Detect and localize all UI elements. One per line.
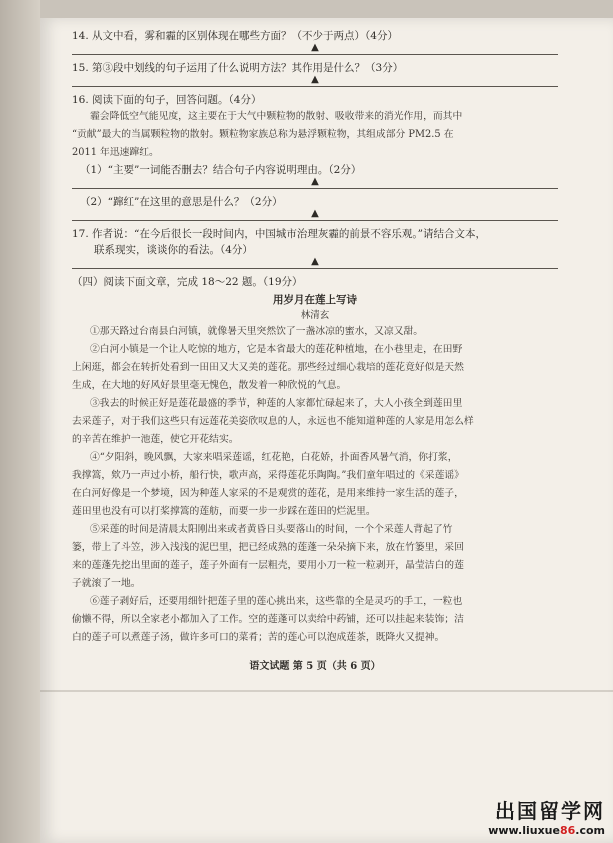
article-title: 用岁月在莲上写诗 <box>273 294 357 306</box>
article-paragraph-6: ⑥莲子剥好后，还要用细针把莲子里的莲心挑出来，这些靠的全是灵巧的手工，一粒也 <box>90 596 463 607</box>
answer-mark: ▲ <box>311 256 319 267</box>
answer-mark: ▲ <box>311 208 319 219</box>
answer-line <box>72 44 558 55</box>
watermark-url: www.liuxue86.com <box>488 824 605 837</box>
question-17: 17. 作者说：“在今后很长一段时间内，中国城市治理灰霾的前景不容乐观。”请结合文本， <box>72 228 487 240</box>
article-paragraph-1: ①那天路过台南县白河镇，就像暑天里突然饮了一盏冰凉的蜜水，又凉又甜。 <box>90 326 424 337</box>
answer-mark: ▲ <box>311 74 319 85</box>
page-content <box>72 28 558 672</box>
question-16: 16. 阅读下面的句子，回答问题。（4分） <box>72 94 262 106</box>
fold-line <box>40 690 613 692</box>
article-line: 来的莲蓬先挖出里面的莲子，莲子外面有一层粗壳，要用小刀一粒一粒剥开，晶莹洁白的莲 <box>72 560 464 571</box>
scan-edge <box>0 0 40 843</box>
question-15: 15. 第③段中划线的句子运用了什么说明方法？其作用是什么？（3分） <box>72 62 404 74</box>
article-line: 偷懒不得，所以全家老小都加入了工作。空的莲蓬可以卖给中药铺，还可以挂起来装饰；洁 <box>72 614 464 625</box>
article-line: 去采莲子，对于我们这些只有远莲花美姿欣叹息的人，永远也不能知道种莲的人家是用怎么样 <box>72 416 474 427</box>
article-paragraph-4: ④“夕阳斜，晚风飘，大家来唱采莲谣，红花艳，白花娇，扑面香风暑气消，你打浆， <box>90 452 458 463</box>
page-footer: 语文试题 第 5 页（共 6 页） <box>249 661 381 672</box>
watermark-name: 出国留学网 <box>495 799 605 823</box>
article-line: 我撑篙，欸乃一声过小桥，船行快，歌声高，采得莲花乐陶陶。”我们童年唱过的《采莲谣》 <box>72 470 464 481</box>
article-line: 在白河好像是一个梦境，因为种莲人家采的不是观赏的莲花，是用来维持一家生活的莲子， <box>72 488 464 499</box>
article-author: 林清玄 <box>300 310 330 321</box>
question-17-line2: 联系现实，谈谈你的看法。（4分） <box>94 244 253 256</box>
q16-passage-line: 2011 年迅速蹿红。 <box>72 147 159 158</box>
site-watermark <box>488 795 605 837</box>
article-paragraph-2: ②白河小镇是一个让人吃惊的地方，它是本省最大的莲花种植地，在小巷里走，在田野 <box>90 344 463 355</box>
answer-mark: ▲ <box>311 42 319 53</box>
answer-line <box>72 178 558 189</box>
article-line: 生成，在大地的好风好景里毫无愧色，散发着一种欣悦的气息。 <box>72 380 347 391</box>
article-paragraph-3: ③我去的时候正好是莲花最盛的季节，种莲的人家都忙碌起来了，大人小孩全到莲田里 <box>90 398 463 409</box>
answer-line <box>72 258 558 269</box>
article-line: 的辛苦在维护一池莲，使它开花结实。 <box>72 434 239 445</box>
question-16-sub1: （1）“主要”一词能否删去？结合句子内容说明理由。（2分） <box>80 164 362 176</box>
article-paragraph-5: ⑤采莲的时间是清晨太阳刚出来或者黄昏日头要落山的时间，一个个采莲人背起了竹 <box>90 524 453 535</box>
answer-mark: ▲ <box>311 176 319 187</box>
article-line: 莲田里也没有可以打桨撑篙的莲舫，而要一步一步踩在莲田的烂泥里。 <box>72 506 376 517</box>
section-4-intro: （四）阅读下面文章，完成 18～22 题。（19分） <box>72 276 303 288</box>
question-14: 14. 从文中看，雾和霾的区别体现在哪些方面？（不少于两点）（4分） <box>72 30 398 42</box>
q16-passage-line: 霾会降低空气能见度，这主要在于大气中颗粒物的散射、吸收带来的消光作用，而其中 <box>90 111 463 122</box>
answer-line <box>72 210 558 221</box>
article-line: 子就滚了一地。 <box>72 578 141 589</box>
question-16-sub2: （2）“蹿红”在这里的意思是什么？（2分） <box>80 196 283 208</box>
q16-passage-line: “贡献”最大的当属颗粒物的散射。颗粒物家族总称为悬浮颗粒物，其组成部分 PM2.5 在 <box>72 129 454 140</box>
article-line: 白的莲子可以煮莲子汤，做许多可口的菜肴；苦的莲心可以泡成莲茶，既降火又提神。 <box>72 632 445 643</box>
article-line: 篓，带上了斗笠，涉入浅浅的泥巴里，把已经成熟的莲蓬一朵朵摘下来，放在竹篓里，采回 <box>72 542 464 553</box>
article-line: 上闲逛，都会在转折处看到一田田又大又美的莲花。那些经过细心栽培的莲花竟好似是天然 <box>72 362 464 373</box>
answer-line <box>72 76 558 87</box>
